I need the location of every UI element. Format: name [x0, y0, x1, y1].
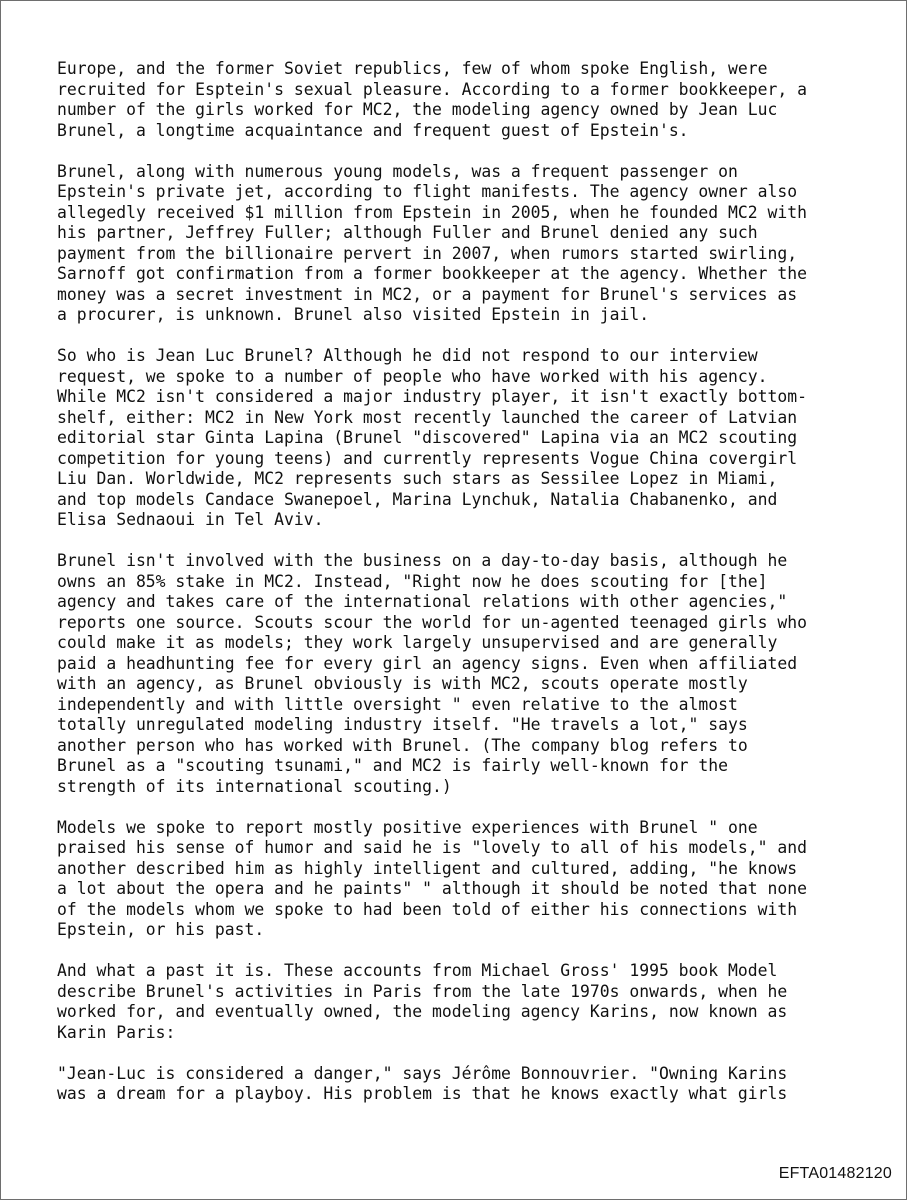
bates-number: EFTA01482120: [778, 1165, 892, 1182]
text-line: describe Brunel's activities in Paris from the late 1970s onwards, when he: [57, 981, 788, 1001]
text-line: Brunel, along with numerous young models, was a frequent passenger on: [57, 161, 738, 181]
text-line: allegedly received $1 million from Epstein in 2005, when he founded MC2 with: [57, 202, 807, 222]
text-line: another described him as highly intelligent and cultured, adding, "he knows: [57, 858, 798, 878]
text-line: shelf, either: MC2 in New York most recently launched the career of Latvian: [57, 407, 798, 427]
text-line: payment from the billionaire pervert in 2007, when rumors started swirling,: [57, 243, 798, 263]
text-line: money was a secret investment in MC2, or a payment for Brunel's services as: [57, 284, 798, 304]
paragraph: [57, 346, 857, 531]
paragraph: [57, 59, 857, 141]
text-line: So who is Jean Luc Brunel? Although he did not respond to our interview: [57, 346, 758, 365]
text-line: "Jean-Luc is considered a danger," says Jérôme Bonnouvrier. "Owning Karins: [57, 1063, 788, 1083]
text-line: Europe, and the former Soviet republics, few of whom spoke English, were: [57, 59, 768, 78]
text-line: worked for, and eventually owned, the modeling agency Karins, now known as: [57, 1002, 788, 1021]
text-line: Brunel, a longtime acquaintance and frequent guest of Epstein's.: [57, 120, 689, 140]
text-line: was a dream for a playboy. His problem is that he knows exactly what girls: [57, 1084, 788, 1103]
text-line: Elisa Sednaoui in Tel Aviv.: [57, 510, 324, 529]
document-body: [57, 59, 857, 1125]
text-line: strength of its international scouting.): [57, 776, 452, 796]
text-line: While MC2 isn't considered a major industry player, it isn't exactly bottom-: [57, 387, 807, 406]
text-line: reports one source. Scouts scour the world for un-agented teenaged girls who: [57, 612, 807, 632]
text-line: a procurer, is unknown. Brunel also visited Epstein in jail.: [57, 305, 650, 324]
text-line: owns an 85% stake in MC2. Instead, "Right now he does scouting for [the]: [57, 571, 768, 591]
text-line: could make it as models; they work largely unsupervised and are generally: [57, 633, 778, 652]
text-line: Sarnoff got confirmation from a former bookkeeper at the agency. Whether the: [57, 264, 807, 283]
text-line: recruited for Esptein's sexual pleasure. According to a former bookkeeper, a: [57, 79, 807, 99]
paragraph: [57, 551, 857, 797]
paragraph: [57, 961, 857, 1043]
text-line: Liu Dan. Worldwide, MC2 represents such stars as Sessilee Lopez in Miami,: [57, 469, 778, 488]
text-line: with an agency, as Brunel obviously is with MC2, scouts operate mostly: [57, 674, 748, 693]
text-line: Epstein, or his past.: [57, 920, 265, 939]
text-line: competition for young teens) and currently represents Vogue China covergirl: [57, 448, 798, 468]
text-line: number of the girls worked for MC2, the modeling agency owned by Jean Luc: [57, 100, 778, 119]
text-line: and top models Candace Swanepoel, Marina Lynchuk, Natalia Chabanenko, and: [57, 489, 778, 509]
text-line: Epstein's private jet, according to flight manifests. The agency owner also: [57, 182, 798, 201]
paragraph: [57, 1064, 857, 1105]
text-line: of the models whom we spoke to had been told of either his connections with: [57, 899, 798, 919]
text-line: Models we spoke to report mostly positive experiences with Brunel " one: [57, 817, 758, 837]
text-line: his partner, Jeffrey Fuller; although Fuller and Brunel denied any such: [57, 223, 758, 242]
text-line: And what a past it is. These accounts from Michael Gross' 1995 book Model: [57, 961, 778, 980]
text-line: totally unregulated modeling industry itself. "He travels a lot," says: [57, 715, 748, 734]
text-line: editorial star Ginta Lapina (Brunel "discovered" Lapina via an MC2 scouting: [57, 428, 798, 447]
text-line: Karin Paris:: [57, 1022, 176, 1042]
paragraph: [57, 818, 857, 941]
paragraph: [57, 162, 857, 326]
text-line: request, we spoke to a number of people who have worked with his agency.: [57, 366, 768, 386]
text-line: a lot about the opera and he paints" " although it should be noted that none: [57, 879, 807, 898]
text-line: another person who has worked with Brunel. (The company blog refers to: [57, 735, 748, 755]
text-line: agency and takes care of the international relations with other agencies,": [57, 592, 788, 611]
text-line: paid a headhunting fee for every girl an agency signs. Even when affiliated: [57, 653, 798, 673]
text-line: praised his sense of humor and said he is "lovely to all of his models," and: [57, 838, 807, 857]
text-line: independently and with little oversight " even relative to the almost: [57, 694, 738, 714]
text-line: Brunel as a "scouting tsunami," and MC2 is fairly well-known for the: [57, 756, 729, 775]
text-line: Brunel isn't involved with the business on a day-to-day basis, although he: [57, 551, 788, 570]
